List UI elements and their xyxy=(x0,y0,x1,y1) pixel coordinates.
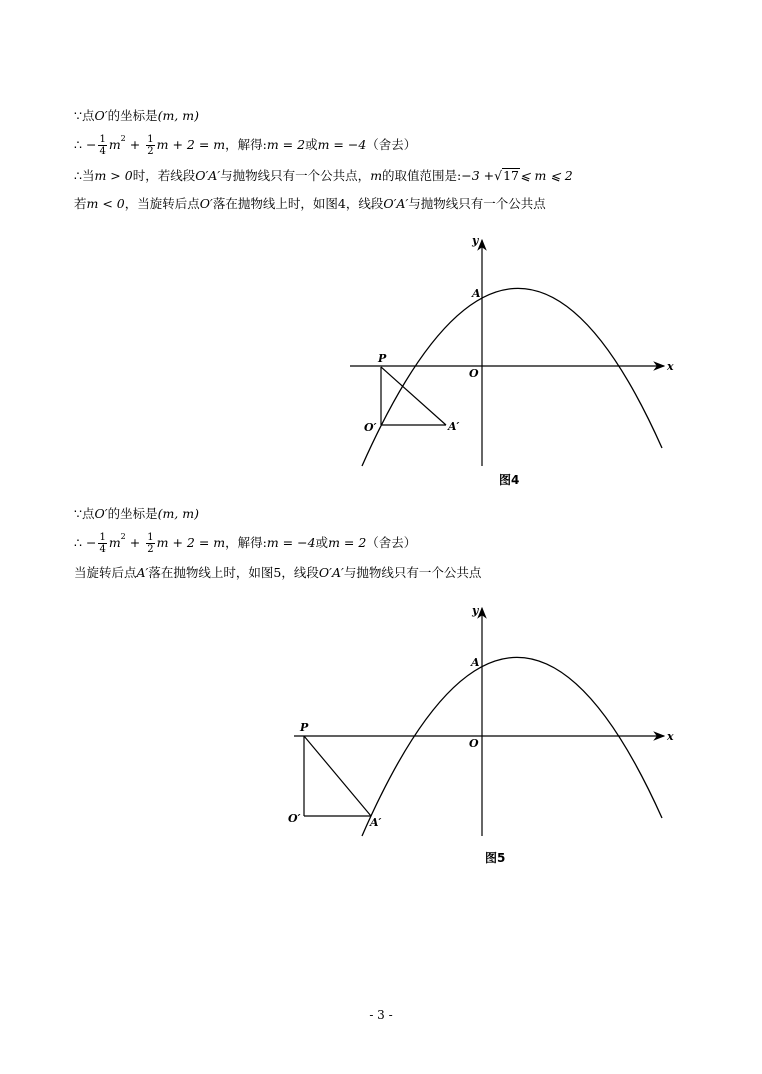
math: + xyxy=(129,535,141,550)
math: −3 + xyxy=(461,168,495,183)
math: m + 2 = m xyxy=(156,535,226,550)
text: ，当旋转后点 xyxy=(124,196,200,211)
num: 1 xyxy=(147,133,154,145)
math: − xyxy=(85,137,97,152)
sqrt: √ 17 xyxy=(494,168,520,183)
segment-pa xyxy=(304,736,371,816)
text: 落在抛物线上时，如图5，线段 xyxy=(148,565,319,580)
figure-5-caption: 图5 xyxy=(485,851,506,865)
label-A-prime: A′ xyxy=(370,816,382,829)
label-A: A xyxy=(471,656,480,669)
therefore-symbol: ∴ xyxy=(74,137,82,152)
text: 时，若线段 xyxy=(132,168,196,183)
num: 1 xyxy=(99,531,106,543)
label-A: A xyxy=(472,287,481,300)
radicand: 17 xyxy=(503,168,520,183)
math: m < 0 xyxy=(86,196,125,211)
text: 落在抛物线上时，如图4，线段 xyxy=(212,196,384,211)
math: m = 2 xyxy=(266,137,306,152)
math: O′A′ xyxy=(195,168,221,183)
therefore-symbol: ∴ xyxy=(74,168,82,183)
therefore-symbol: ∵ xyxy=(74,108,82,123)
label-O-prime: O′ xyxy=(364,421,377,434)
label-y: y xyxy=(472,234,479,247)
label-O-prime: O′ xyxy=(288,812,301,825)
text: 的坐标是 xyxy=(107,506,158,521)
math: O′ xyxy=(199,196,213,211)
den: 4 xyxy=(99,543,106,555)
figure-4-caption: 图4 xyxy=(499,473,520,487)
math: − xyxy=(85,535,97,550)
math: m + 2 = m xyxy=(156,137,226,152)
math: (m, m) xyxy=(157,108,199,123)
num: 1 xyxy=(147,531,154,543)
text: 点 xyxy=(81,108,95,123)
text: （舍去） xyxy=(366,137,417,152)
therefore-symbol: ∵ xyxy=(74,506,82,521)
exponent: 2 xyxy=(120,532,126,541)
page-number: - 3 - xyxy=(369,1008,393,1022)
parabola xyxy=(362,657,662,836)
exponent: 2 xyxy=(120,134,126,143)
math: m = −4 xyxy=(317,137,367,152)
text: 若 xyxy=(74,196,87,211)
label-x: x xyxy=(667,360,674,373)
den: 4 xyxy=(99,145,106,157)
text: ，解得: xyxy=(225,535,267,550)
label-y: y xyxy=(472,604,479,617)
math: m = 2 xyxy=(328,535,367,550)
den: 2 xyxy=(147,543,154,555)
label-P: P xyxy=(300,721,309,734)
text: 点 xyxy=(81,506,95,521)
text: 与抛物线只有一个公共点， xyxy=(220,168,371,183)
math: + xyxy=(129,137,141,152)
label-O: O xyxy=(469,367,479,380)
text: 与抛物线只有一个公共点 xyxy=(343,565,482,580)
label-A-prime: A′ xyxy=(448,420,460,433)
text: 的坐标是 xyxy=(107,108,158,123)
text: ，解得: xyxy=(225,137,267,152)
label-O: O xyxy=(469,737,479,750)
text: 或 xyxy=(305,137,318,152)
text: 当旋转后点 xyxy=(74,565,137,580)
math: ⩽ m ⩽ 2 xyxy=(520,168,573,183)
math: m > 0 xyxy=(94,168,133,183)
math: A′ xyxy=(136,565,149,580)
math: O′A′ xyxy=(383,196,409,211)
den: 2 xyxy=(147,145,154,157)
num: 1 xyxy=(99,133,106,145)
math: O′A′ xyxy=(318,565,344,580)
text: 当 xyxy=(81,168,95,183)
math: m xyxy=(108,535,121,550)
text: （舍去） xyxy=(366,535,417,550)
text: 或 xyxy=(315,535,329,550)
math: O′ xyxy=(94,506,108,521)
math: m xyxy=(370,168,383,183)
label-x: x xyxy=(667,730,674,743)
math: O′ xyxy=(94,108,108,123)
math: m xyxy=(108,137,121,152)
therefore-symbol: ∴ xyxy=(74,535,82,550)
label-P: P xyxy=(378,352,387,365)
math: (m, m) xyxy=(157,506,199,521)
text: 与抛物线只有一个公共点 xyxy=(408,196,546,211)
math: m = −4 xyxy=(266,535,316,550)
text: 的取值范围是: xyxy=(382,168,462,183)
